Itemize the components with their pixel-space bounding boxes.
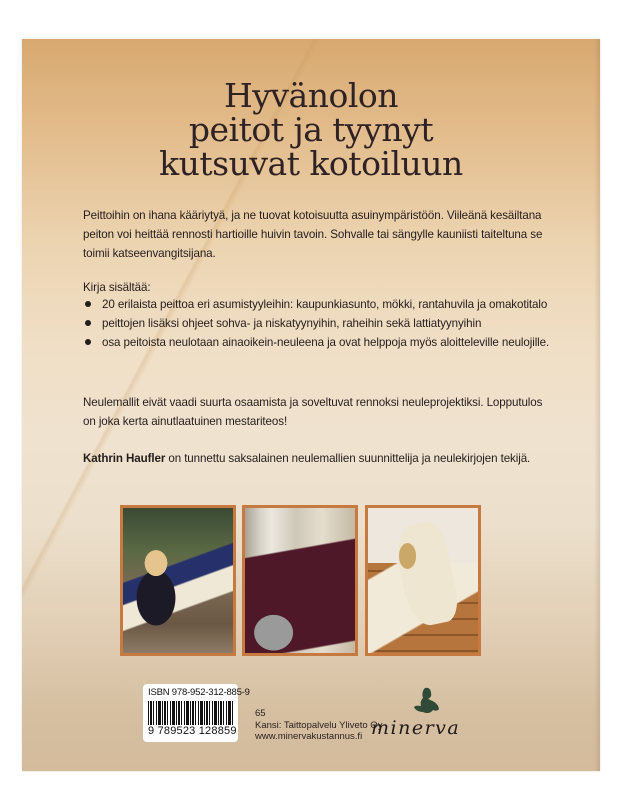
publisher-website: www.minervakustannus.fi	[255, 731, 363, 742]
photo-deck-blanket	[120, 505, 236, 656]
cover-credit: Kansi: Taittopalvelu Yliveto Oy	[255, 719, 383, 731]
author-paragraph	[83, 449, 553, 468]
intro-paragraph: Peittoihin on ihana kääriytyä, ja ne tuovat kotoisuutta asuinympäristöön. Viileänä kesäiltana peiton voi heittää rennosti hartioille huivin tavoin. Sohvalle tai sängylle kauniisti taiteltuna se toimii katseenvangitsijana.	[83, 209, 543, 260]
title-line-1: Hyvänolon	[223, 76, 399, 115]
patterns-paragraph: Neulemallit eivät vaadi suurta osaamista ja soveltuvat rennoksi neuleprojektiksi. Lopputulos on joka kerta ainutlaatuinen mestariteos!	[83, 396, 543, 428]
publisher-logo	[365, 687, 470, 742]
class-number: 65	[255, 708, 266, 719]
barcode-digits: 9 789523 128859	[148, 725, 237, 737]
author-description: on tunnettu saksalainen neulemallien suunnittelija ja neulekirjojen tekijä.	[165, 452, 531, 465]
title-line-3: kutsuvat kotoiluun	[159, 144, 463, 183]
contents-item: osa peitoista neulotaan ainaoikein-neuleena ja ovat helppoja myös aloitteleville neulojille.	[83, 333, 553, 352]
publisher-name: minerva	[371, 717, 461, 739]
owl-icon	[411, 687, 441, 719]
imprint-block	[255, 708, 382, 743]
contents-list	[83, 295, 553, 352]
isbn-barcode-label	[143, 684, 250, 742]
barcode-bars-icon	[148, 701, 234, 725]
contents-item: 20 erilaista peittoa eri asumistyyleihin: kaupunkiasunto, mökki, rantahuvila ja omakotitalo	[83, 295, 553, 314]
contents-item: peittojen lisäksi ohjeet sohva- ja niskatyynyihin, raheihin sekä lattiatyynyihin	[83, 314, 553, 333]
author-name: Kathrin Haufler	[83, 452, 166, 465]
photo-stairs-blanket	[365, 505, 481, 656]
contents-label: Kirja sisältää:	[83, 281, 151, 294]
title-line-2: peitot ja tyynyt	[188, 110, 434, 149]
book-back-cover	[22, 39, 600, 771]
photo-sofa-blanket	[242, 505, 358, 656]
isbn-text: ISBN 978-952-312-885-9	[148, 687, 250, 698]
cover-title	[22, 76, 600, 183]
